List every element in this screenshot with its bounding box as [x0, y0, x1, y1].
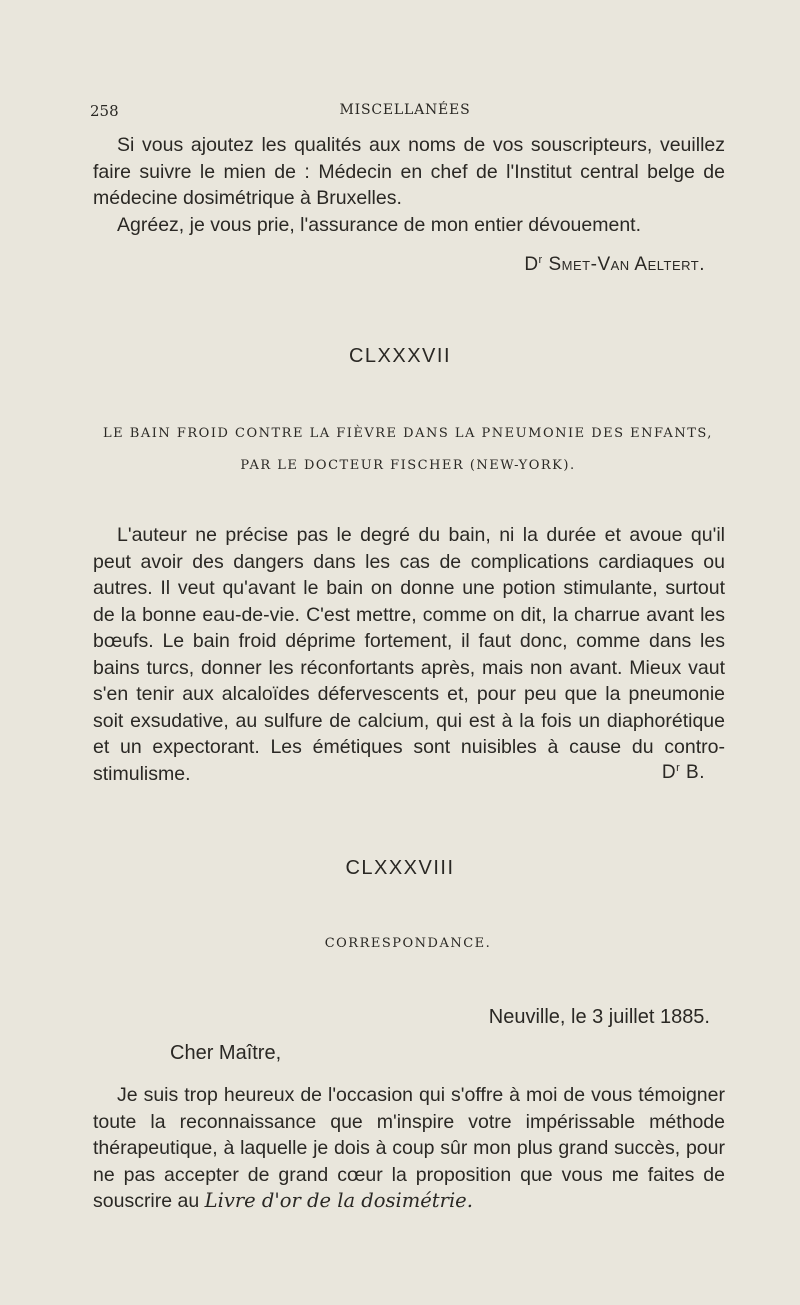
section-2-title-line-2: PAR LE DOCTEUR FISCHER (NEW-YORK).: [240, 458, 576, 473]
section-2-paragraph: L'auteur ne précise pas le degré du bain, ni la durée et avoue qu'il peut avoir des dangers dans les cas de complications cardiaques ou autres. Il veut qu'avant le bain on donne une potion stimulante, surtout de la bonne eau-de-vie. C'est mettre, comme on dit, la charrue avant les bœufs. Le bain froid déprime fortement, il faut donc, comme dans les bains turcs, donner les réconfortants après, mais non avant. Mieux vaut s'en tenir aux alcaloïdes défervescents et, pour peu que la pneumonie soit exsudative, au sulfure de calcium, qui est à la fois un diaphorétique et un expectorant. Les émétiques sont nuisibles à cause du contro-stimulisme.: [93, 524, 725, 785]
section-3-body: [93, 1082, 725, 1215]
section-1-body: [93, 132, 725, 238]
running-head: MISCELLANÉES: [339, 102, 471, 118]
book-title: Livre d'or de la dosimétrie.: [204, 1189, 473, 1212]
signature-title-sup: r: [676, 762, 681, 774]
signature-title-sup: r: [538, 254, 543, 266]
section-3-title: CORRESPONDANCE.: [324, 936, 492, 951]
signature-name: B.: [686, 762, 705, 783]
section-2-title: [90, 418, 726, 482]
section-1-paragraph-2: Agréez, je vous prie, l'assurance de mon entier dévouement.: [117, 213, 642, 236]
letter-salutation: Cher Maître,: [170, 1042, 282, 1064]
section-2-signature: [662, 762, 705, 784]
section-1-paragraph-1: Si vous ajoutez les qualités aux noms de vos souscripteurs, veuillez faire suivre le mien de : Médecin en chef de l'Institut central belge de médecine dosimétrique à Bruxelles.: [93, 134, 725, 209]
section-2-numeral: CLXXXVII: [348, 345, 452, 367]
section-2-body: [93, 522, 725, 787]
section-1-signature: [524, 254, 705, 276]
signature-name: Smet-Van Aeltert.: [548, 254, 705, 275]
section-2-title-line-1: LE BAIN FROID CONTRE LA FIÈVRE DANS LA PNEUMONIE DES ENFANTS,: [103, 426, 713, 441]
page-header: [90, 102, 720, 128]
signature-title: D: [661, 762, 677, 783]
section-3-paragraph-text: Je suis trop heureux de l'occasion qui s'offre à moi de vous témoigner toute la reconnaissance que m'inspire votre impérissable méthode thérapeutique, à laquelle je dois à coup sûr mon plus grand succès, pour ne pas accepter de grand cœur la proposition que vous me faites de souscrire au: [93, 1084, 725, 1212]
section-3-paragraph: [93, 1082, 725, 1215]
signature-title: D: [524, 254, 539, 275]
section-3-numeral: CLXXXVIII: [345, 857, 455, 879]
letter-dateline: Neuville, le 3 juillet 1885.: [488, 1006, 710, 1028]
page-number: 258: [90, 102, 119, 120]
